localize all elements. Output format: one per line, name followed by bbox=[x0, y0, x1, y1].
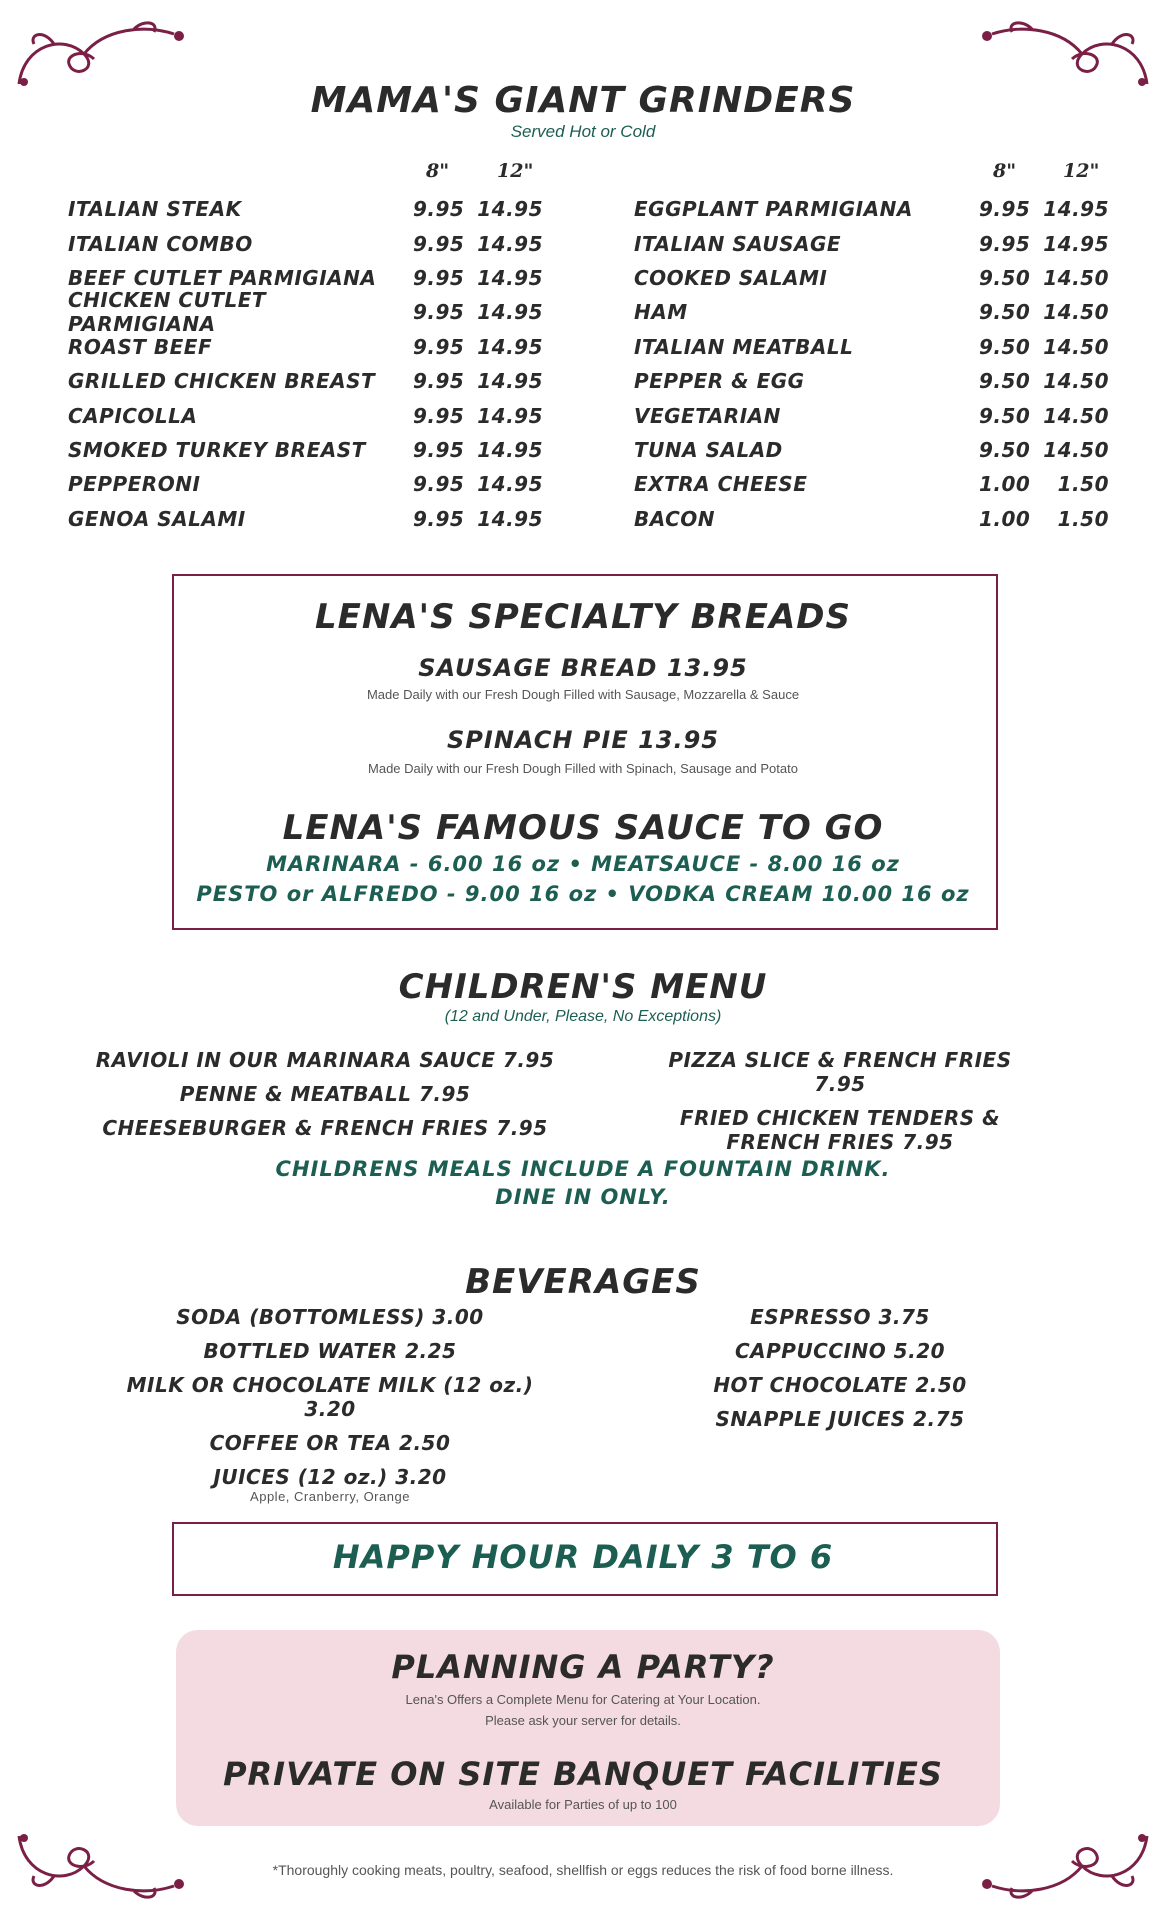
grinder-name: GRILLED CHICKEN BREAST bbox=[68, 369, 376, 394]
grinder-name: CAPICOLLA bbox=[68, 403, 198, 428]
price-8-inch: 9.50 bbox=[979, 265, 1031, 290]
beverage-item: ESPRESSO 3.75 bbox=[750, 1305, 930, 1329]
price-12-inch: 1.50 bbox=[1057, 472, 1109, 497]
price-12-inch: 14.50 bbox=[1043, 403, 1109, 428]
happy-hour-text: HAPPY HOUR DAILY 3 TO 6 bbox=[332, 1538, 834, 1576]
grinders-title: MAMA'S GIANT GRINDERS bbox=[310, 80, 856, 121]
size-8-header: 8" bbox=[993, 160, 1017, 182]
grinder-name: EXTRA CHEESE bbox=[634, 472, 808, 497]
price-8-inch: 9.95 bbox=[979, 231, 1031, 256]
children-item: CHEESEBURGER & FRENCH FRIES 7.95 bbox=[102, 1116, 548, 1140]
children-item: RAVIOLI IN OUR MARINARA SAUCE 7.95 bbox=[95, 1048, 555, 1072]
beverage-item: SNAPPLE JUICES 2.75 bbox=[715, 1407, 965, 1431]
party-title: PLANNING A PARTY? bbox=[391, 1648, 775, 1686]
children-item: PIZZA SLICE & FRENCH FRIES 7.95 bbox=[668, 1048, 1012, 1096]
price-12-inch: 14.95 bbox=[477, 231, 543, 256]
sauce-title: LENA'S FAMOUS SAUCE TO GO bbox=[282, 808, 884, 848]
party-line-2: Please ask your server for details. bbox=[485, 1713, 681, 1728]
price-12-inch: 1.50 bbox=[1057, 506, 1109, 531]
grinder-row bbox=[68, 502, 588, 536]
grinder-row bbox=[68, 433, 588, 467]
grinder-row bbox=[634, 433, 1154, 467]
sausage-bread-item: SAUSAGE BREAD 13.95 bbox=[418, 654, 748, 682]
grinder-name: CHICKEN CUTLET PARMIGIANA bbox=[68, 288, 267, 337]
price-12-inch: 14.50 bbox=[1043, 369, 1109, 394]
grinder-name: TUNA SALAD bbox=[634, 437, 783, 462]
price-8-inch: 9.95 bbox=[979, 197, 1031, 222]
price-8-inch: 9.50 bbox=[979, 437, 1031, 462]
grinder-row bbox=[68, 288, 588, 337]
beverage-item: HOT CHOCOLATE 2.50 bbox=[713, 1373, 967, 1397]
price-12-inch: 14.95 bbox=[477, 265, 543, 290]
grinder-name: ITALIAN MEATBALL bbox=[634, 334, 854, 359]
children-note-2: DINE IN ONLY. bbox=[495, 1185, 671, 1209]
grinder-row bbox=[634, 398, 1154, 432]
grinders-right-list bbox=[634, 192, 1154, 536]
price-8-inch: 1.00 bbox=[979, 506, 1031, 531]
sauce-line-2: PESTO or ALFREDO - 9.00 16 oz • VODKA CREAM 10.00 16 oz bbox=[196, 882, 970, 906]
grinder-row bbox=[68, 330, 588, 364]
size-12-header: 12" bbox=[1063, 160, 1100, 182]
price-12-inch: 14.95 bbox=[477, 472, 543, 497]
price-8-inch: 9.50 bbox=[979, 403, 1031, 428]
grinder-row bbox=[634, 261, 1154, 295]
beverages-title: BEVERAGES bbox=[465, 1262, 701, 1302]
grinder-name: HAM bbox=[634, 300, 688, 325]
children-right-list bbox=[640, 1048, 1040, 1164]
party-line-1: Lena's Offers a Complete Menu for Catering at Your Location. bbox=[405, 1692, 761, 1707]
grinder-row bbox=[68, 192, 588, 226]
grinders-subtitle: Served Hot or Cold bbox=[510, 122, 656, 141]
grinder-name: ITALIAN STEAK bbox=[68, 197, 242, 222]
grinder-row bbox=[68, 226, 588, 260]
grinder-name: BACON bbox=[634, 506, 716, 531]
grinder-name: ITALIAN COMBO bbox=[68, 231, 253, 256]
grinder-row bbox=[634, 192, 1154, 226]
price-8-inch: 9.95 bbox=[413, 506, 465, 531]
price-8-inch: 9.95 bbox=[413, 472, 465, 497]
grinders-left-list bbox=[68, 192, 588, 536]
price-12-inch: 14.95 bbox=[477, 437, 543, 462]
grinder-name: PEPPERONI bbox=[68, 472, 201, 497]
beverage-item: JUICES (12 oz.) 3.20 bbox=[213, 1465, 447, 1489]
price-12-inch: 14.95 bbox=[477, 506, 543, 531]
banquet-note: Available for Parties of up to 100 bbox=[489, 1797, 677, 1812]
price-8-inch: 9.95 bbox=[413, 403, 465, 428]
grinder-name: BEEF CUTLET PARMIGIANA bbox=[68, 265, 377, 290]
beverage-item: SODA (BOTTOMLESS) 3.00 bbox=[176, 1305, 484, 1329]
price-8-inch: 9.50 bbox=[979, 334, 1031, 359]
grinder-name: COOKED SALAMI bbox=[634, 265, 828, 290]
sausage-bread-desc: Made Daily with our Fresh Dough Filled with Sausage, Mozzarella & Sauce bbox=[366, 687, 800, 702]
price-8-inch: 9.95 bbox=[413, 231, 465, 256]
beverage-item: MILK OR CHOCOLATE MILK (12 oz.) 3.20 bbox=[126, 1373, 534, 1421]
price-8-inch: 9.95 bbox=[413, 265, 465, 290]
grinder-row bbox=[634, 330, 1154, 364]
price-8-inch: 9.95 bbox=[413, 334, 465, 359]
price-12-inch: 14.95 bbox=[477, 369, 543, 394]
beverage-item: BOTTLED WATER 2.25 bbox=[203, 1339, 457, 1363]
children-item: PENNE & MEATBALL 7.95 bbox=[179, 1082, 471, 1106]
grinder-name: PEPPER & EGG bbox=[634, 369, 805, 394]
sauce-line-1: MARINARA - 6.00 16 oz • MEATSAUCE - 8.00 16 oz bbox=[266, 852, 900, 876]
price-8-inch: 9.95 bbox=[413, 437, 465, 462]
beverages-right-list bbox=[650, 1305, 1030, 1441]
size-8-header: 8" bbox=[426, 160, 450, 182]
banquet-title: PRIVATE ON SITE BANQUET FACILITIES bbox=[223, 1755, 943, 1793]
price-12-inch: 14.50 bbox=[1043, 300, 1109, 325]
children-item: FRENCH FRIES 7.95 bbox=[726, 1130, 954, 1154]
grinder-name: ROAST BEEF bbox=[68, 334, 213, 359]
children-title: CHILDREN'S MENU bbox=[398, 967, 768, 1007]
price-12-inch: 14.50 bbox=[1043, 334, 1109, 359]
price-8-inch: 9.50 bbox=[979, 300, 1031, 325]
spinach-pie-desc: Made Daily with our Fresh Dough Filled with Spinach, Sausage and Potato bbox=[368, 761, 798, 776]
price-12-inch: 14.95 bbox=[477, 300, 543, 325]
children-note-1: CHILDRENS MEALS INCLUDE A FOUNTAIN DRINK. bbox=[275, 1157, 891, 1181]
spinach-pie-item: SPINACH PIE 13.95 bbox=[447, 726, 719, 754]
price-12-inch: 14.50 bbox=[1043, 265, 1109, 290]
grinder-name: GENOA SALAMI bbox=[68, 506, 246, 531]
grinder-row bbox=[634, 467, 1154, 501]
grinder-row bbox=[68, 364, 588, 398]
grinder-row bbox=[634, 226, 1154, 260]
grinder-name: ITALIAN SAUSAGE bbox=[634, 231, 842, 256]
price-8-inch: 9.50 bbox=[979, 369, 1031, 394]
price-12-inch: 14.50 bbox=[1043, 437, 1109, 462]
price-12-inch: 14.95 bbox=[1043, 231, 1109, 256]
price-12-inch: 14.95 bbox=[477, 197, 543, 222]
children-subtitle: (12 and Under, Please, No Exceptions) bbox=[444, 1008, 722, 1025]
price-8-inch: 9.95 bbox=[413, 369, 465, 394]
footer-disclaimer: *Thoroughly cooking meats, poultry, seafood, shellfish or eggs reduces the risk of food borne illness. bbox=[272, 1862, 894, 1878]
breads-title: LENA'S SPECIALTY BREADS bbox=[315, 597, 851, 637]
price-8-inch: 9.95 bbox=[413, 300, 465, 325]
grinder-row bbox=[634, 364, 1154, 398]
grinder-name: SMOKED TURKEY BREAST bbox=[68, 437, 366, 462]
price-8-inch: 9.95 bbox=[413, 197, 465, 222]
grinder-row bbox=[68, 398, 588, 432]
price-12-inch: 14.95 bbox=[1043, 197, 1109, 222]
beverage-item: COFFEE OR TEA 2.50 bbox=[209, 1431, 451, 1455]
grinder-name: VEGETARIAN bbox=[634, 403, 781, 428]
grinder-row bbox=[634, 295, 1154, 329]
size-12-header: 12" bbox=[497, 160, 534, 182]
children-item: FRIED CHICKEN TENDERS & bbox=[679, 1106, 1001, 1130]
price-12-inch: 14.95 bbox=[477, 334, 543, 359]
grinder-name: EGGPLANT PARMIGIANA bbox=[634, 197, 913, 222]
beverage-item: CAPPUCCINO 5.20 bbox=[734, 1339, 946, 1363]
price-12-inch: 14.95 bbox=[477, 403, 543, 428]
juice-note: Apple, Cranberry, Orange bbox=[250, 1489, 410, 1504]
children-left-list bbox=[90, 1048, 560, 1150]
grinder-row bbox=[68, 467, 588, 501]
grinder-row bbox=[634, 502, 1154, 536]
price-8-inch: 1.00 bbox=[979, 472, 1031, 497]
beverages-left-list bbox=[110, 1305, 550, 1514]
